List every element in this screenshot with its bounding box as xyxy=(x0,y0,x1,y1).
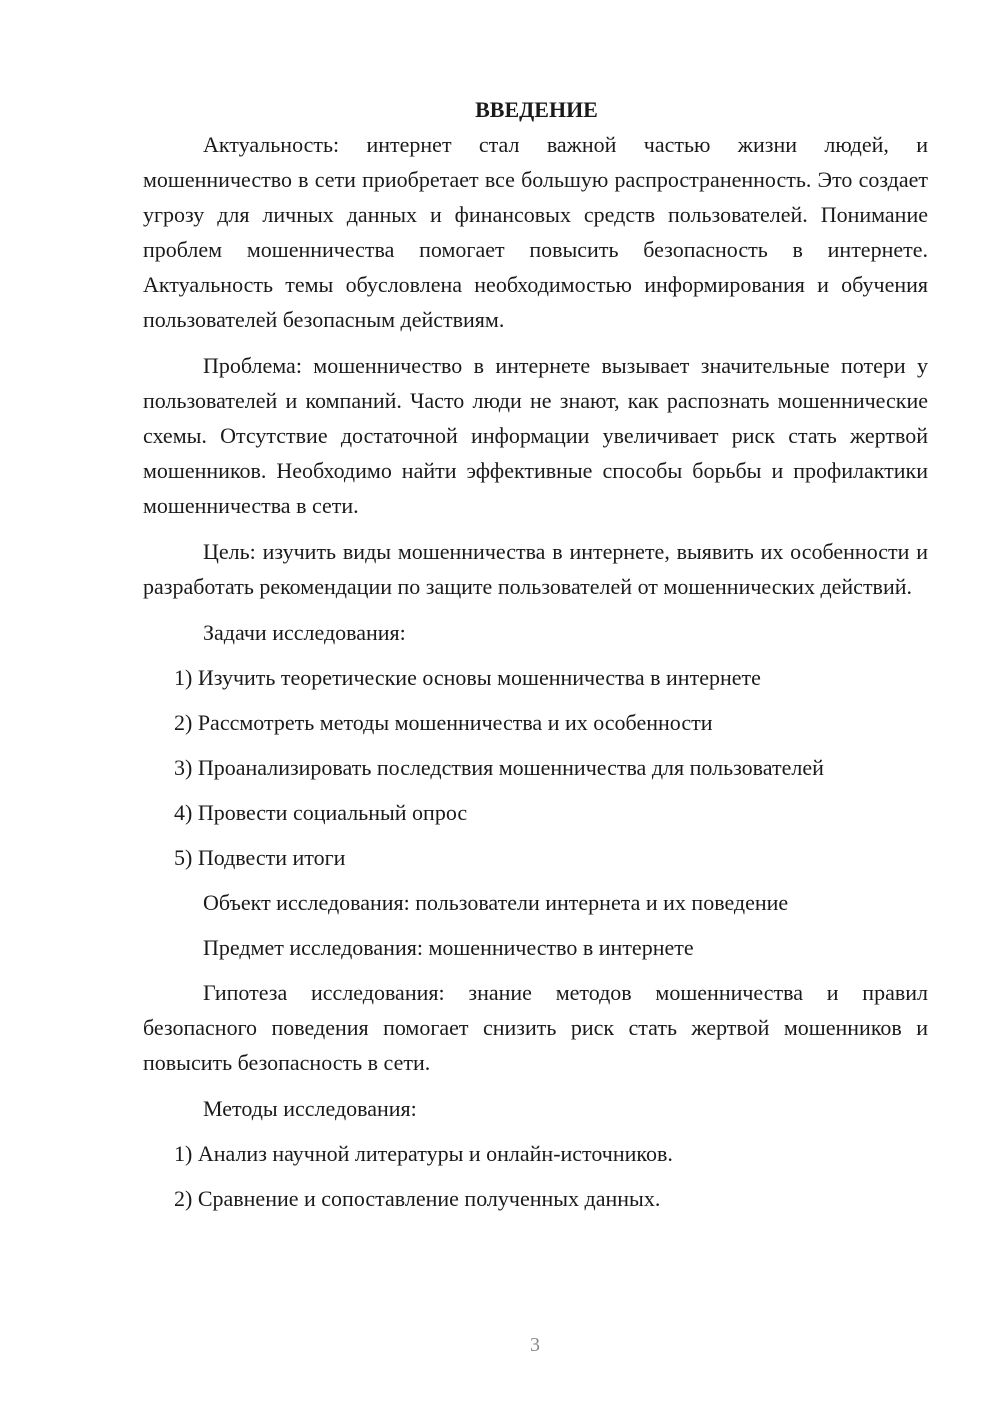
page-title: ВВЕДЕНИЕ xyxy=(475,97,598,122)
document-page xyxy=(143,92,928,1226)
page-number: 3 xyxy=(530,1334,540,1356)
research-subject: Предмет исследования: мошенничество в интернете xyxy=(203,935,694,960)
research-object: Объект исследования: пользователи интернета и их поведение xyxy=(203,890,789,915)
task-item: 5) Подвести итоги xyxy=(174,845,346,870)
goal-paragraph: Цель: изучить виды мошенничества в интернете, выявить их особенности и разработать рекомендации по защите пользователей от мошеннических действий. xyxy=(143,539,928,599)
problem-paragraph: Проблема: мошенничество в интернете вызывает значительные потери у пользователей и компаний. Часто люди не знают, как распознать мошеннические схемы. Отсутствие достаточной информации увеличивает риск стать жертвой мошенников. Необходимо найти эффективные способы борьбы и профилактики мошенничества в сети. xyxy=(143,353,928,518)
tasks-heading: Задачи исследования: xyxy=(203,620,406,645)
hypothesis-paragraph: Гипотеза исследования: знание методов мошенничества и правил безопасного поведения помогает снизить риск стать жертвой мошенников и повысить безопасность в сети. xyxy=(143,980,928,1075)
task-item: 3) Проанализировать последствия мошенничества для пользователей xyxy=(174,755,824,780)
task-item: 2) Рассмотреть методы мошенничества и их особенности xyxy=(174,710,713,735)
methods-heading: Методы исследования: xyxy=(203,1096,417,1121)
task-item: 1) Изучить теоретические основы мошенничества в интернете xyxy=(174,665,761,690)
task-item: 4) Провести социальный опрос xyxy=(174,800,468,825)
method-item: 2) Сравнение и сопоставление полученных данных. xyxy=(174,1186,661,1211)
method-item: 1) Анализ научной литературы и онлайн-источников. xyxy=(174,1141,673,1166)
relevance-paragraph: Актуальность: интернет стал важной частью жизни людей, и мошенничество в сети приобретает все большую распространенность. Это создает угрозу для личных данных и финансовых средств пользователей. Понимание проблем мошенничества помогает повысить безопасность в интернете. Актуальность темы обусловлена необходимостью информирования и обучения пользователей безопасным действиям. xyxy=(143,132,928,332)
